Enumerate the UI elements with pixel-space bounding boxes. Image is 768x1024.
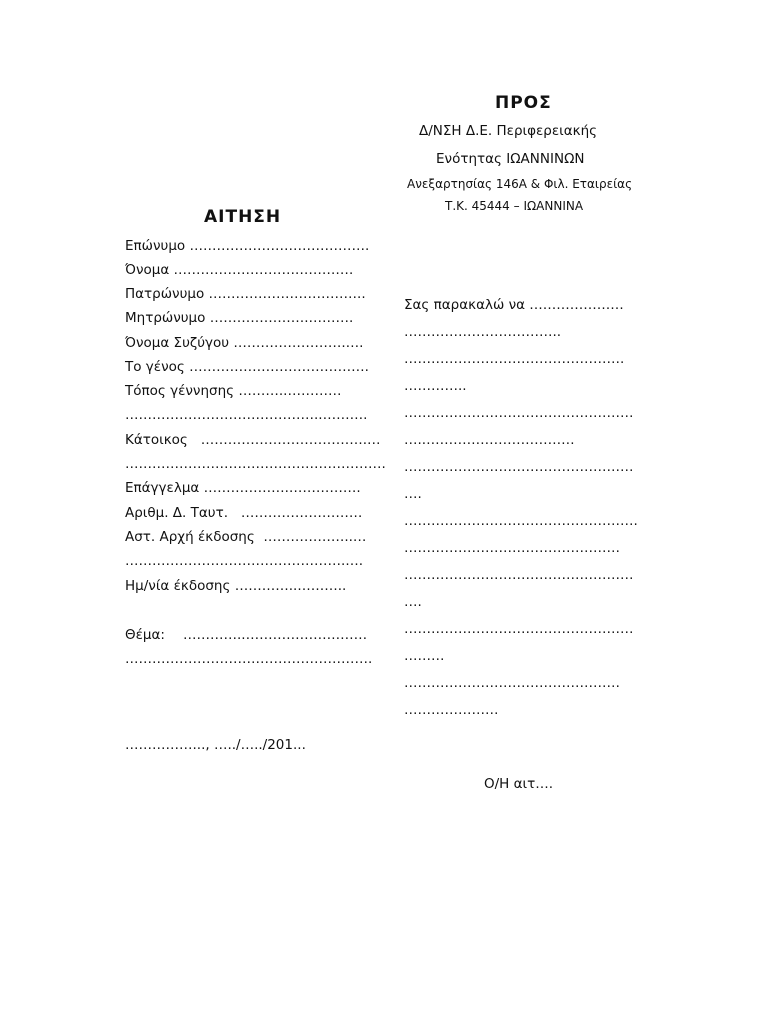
request-line: …………………………………………. [404, 351, 625, 367]
recipient-address: Ανεξαρτησίας 146Α & Φιλ. Εταιρείας [407, 177, 633, 191]
field-surname: Επώνυμο …………………………………. [125, 238, 370, 254]
date-line: ……………..., …../…../201... [125, 737, 306, 753]
field-id-number: Αριθμ. Δ. Ταυτ. ……………………… [125, 505, 363, 521]
field-issuing-authority-cont: ………………………………………….…. [125, 553, 364, 569]
field-birthplace-cont: ……………………………………..………. [125, 407, 368, 423]
field-residence: Κάτοικος ……………………………….… [125, 432, 381, 448]
request-line: ………….. [404, 378, 467, 394]
subject-label: Θέμα: [125, 627, 165, 643]
field-issuing-authority: Αστ. Αρχή έκδοσης ………………..… [125, 529, 367, 545]
request-line: ………………… [404, 702, 499, 718]
field-fathers-name: Πατρώνυμο …………………………….. [125, 286, 366, 302]
request-line: …. [404, 594, 422, 610]
recipient-postal: Τ.Κ. 45444 – ΙΩΑΝΝΙΝΑ [445, 199, 584, 213]
request-line: …………………………………………… [404, 567, 634, 583]
field-profession: Επάγγελμα ……………….……………. [125, 480, 361, 496]
field-birthplace: Τόπος γέννησης ………..………… [125, 383, 342, 399]
form-title: ΑΙΤΗΣΗ [204, 207, 282, 227]
field-mothers-name: Μητρώνυμο ………………….………. [125, 310, 354, 326]
request-line: ………………………………………… [404, 540, 620, 556]
field-spouse-name: Όνομα Συζύγου …………………….…. [125, 335, 364, 351]
subject-dots: …………..……………………… [183, 627, 368, 643]
recipient-heading: ΠΡΟΣ [495, 93, 552, 113]
request-line: …………………………….. [404, 324, 562, 340]
request-line: ………………………………………… [404, 675, 620, 691]
recipient-line-2: Ενότητας ΙΩΑΝΝΙΝΩΝ [436, 151, 585, 167]
field-issue-date: Ημ/νία έκδοσης …………..……….. [125, 578, 347, 594]
request-intro: Σας παρακαλώ να ………………… [404, 297, 624, 313]
request-line: ……………………………………………. [404, 513, 638, 529]
request-line: ……… [404, 648, 445, 664]
field-residence-cont: …………………………………………………. [125, 456, 386, 472]
signature-label: Ο/Η αιτ…. [484, 776, 554, 792]
request-line: …………………………………………… [404, 621, 634, 637]
field-name: Όνομα ……………………….………… [125, 262, 354, 278]
request-line: …. [404, 486, 422, 502]
field-maiden-name: Το γένος …………………………………. [125, 359, 369, 375]
request-line: …………………………………………… [404, 459, 634, 475]
request-line: …..…………………………… [404, 432, 575, 448]
recipient-line-1: Δ/ΝΣΗ Δ.Ε. Περιφερειακής [419, 123, 598, 139]
request-line: …………………………………………… [404, 405, 634, 421]
subject-line-2: ………………………………………………. [125, 651, 373, 667]
